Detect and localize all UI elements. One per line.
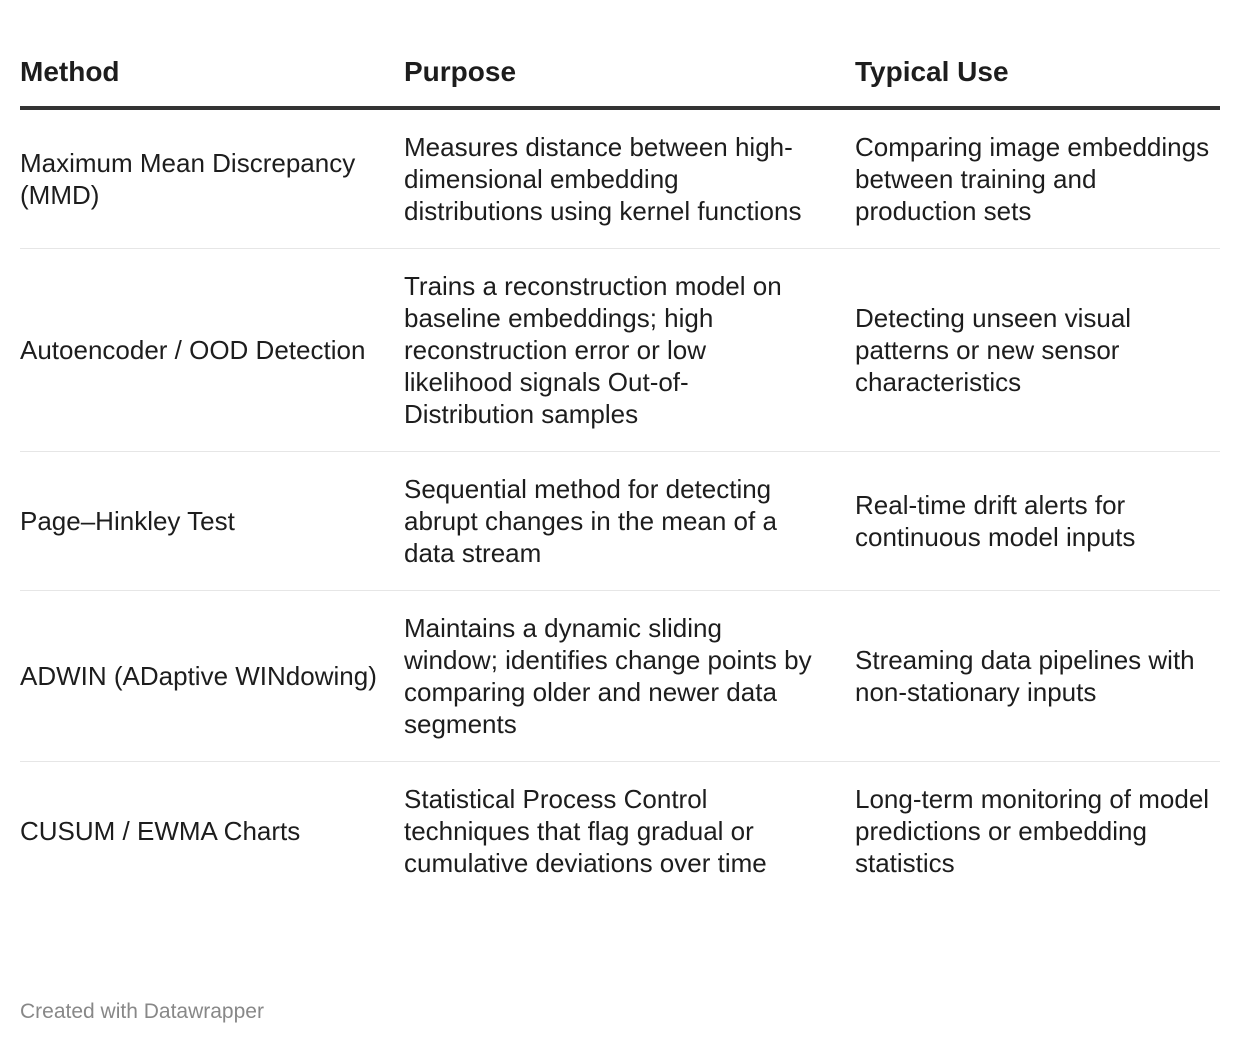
table-row [20, 452, 1220, 591]
cell-purpose: Sequential method for detecting abrupt changes in the mean of a data stream [404, 452, 855, 591]
cell-typical-use: Real-time drift alerts for continuous model inputs [855, 452, 1220, 591]
cell-purpose: Maintains a dynamic sliding window; identifies change points by comparing older and newer data segments [404, 591, 855, 762]
table-row [20, 249, 1220, 452]
cell-method: Autoencoder / OOD Detection [20, 249, 404, 452]
cell-typical-use: Detecting unseen visual patterns or new sensor characteristics [855, 249, 1220, 452]
cell-typical-use: Comparing image embeddings between training and production sets [855, 108, 1220, 249]
methods-table-container [20, 46, 1220, 900]
methods-table [20, 46, 1220, 900]
cell-purpose: Statistical Process Control techniques that flag gradual or cumulative deviations over time [404, 784, 767, 878]
cell-typical-use: Long-term monitoring of model predictions or embedding statistics [855, 784, 1210, 878]
column-header-purpose: Purpose [404, 46, 855, 108]
cell-purpose: Trains a reconstruction model on baseline embeddings; high reconstruction error or low likelihood signals Out-of-Distribution samples [404, 249, 855, 452]
cell-method: Maximum Mean Discrepancy (MMD) [20, 108, 404, 249]
cell-method: CUSUM / EWMA Charts [20, 816, 301, 846]
column-header-typical-use: Typical Use [855, 46, 1220, 108]
cell-method: ADWIN (ADaptive WINdowing) [20, 591, 404, 762]
datawrapper-credit: Created with Datawrapper [20, 1000, 264, 1023]
cell-purpose: Measures distance between high-dimensional embedding distributions using kernel functions [404, 108, 855, 249]
table-row [20, 762, 1220, 901]
table-row [20, 591, 1220, 762]
cell-method: Page–Hinkley Test [20, 452, 404, 591]
column-header-method: Method [20, 46, 404, 108]
table-row [20, 108, 1220, 249]
table-header-row [20, 46, 1220, 108]
cell-typical-use: Streaming data pipelines with non-stationary inputs [855, 591, 1220, 762]
